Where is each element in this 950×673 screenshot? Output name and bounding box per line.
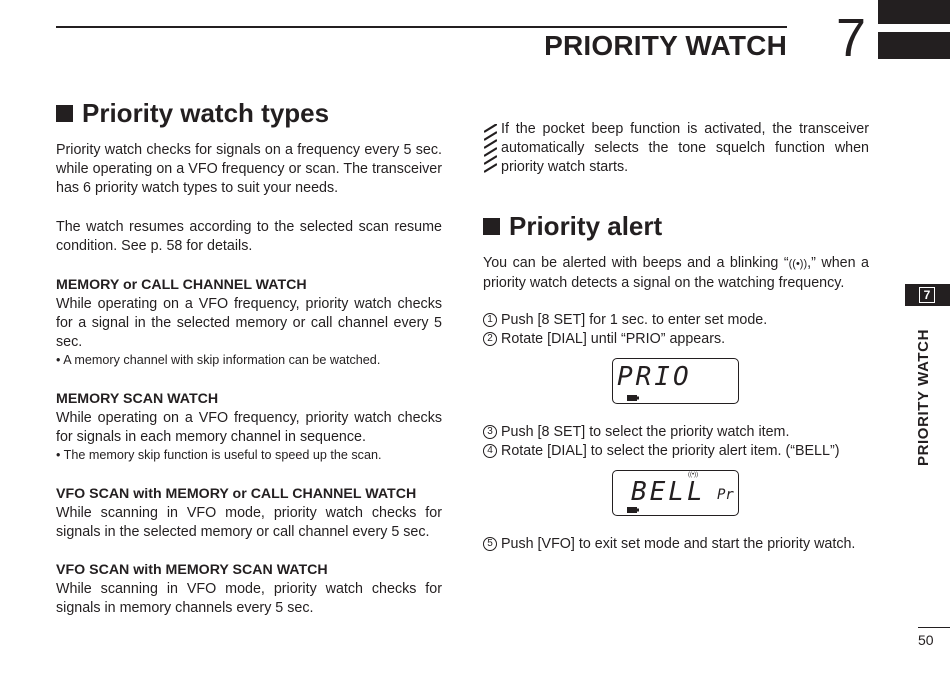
pocket-beep-note: If the pocket beep function is activated, the transceiver automatically selects the tone squelch function when priority watch starts.	[501, 121, 869, 176]
step-number: 5	[483, 537, 497, 551]
subheading-vfo-scan-memory-call: VFO SCAN with MEMORY or CALL CHANNEL WATCH	[56, 486, 417, 502]
section-heading-priority-alert: Priority alert	[483, 211, 662, 242]
section-heading-priority-watch-types: Priority watch types	[56, 98, 329, 129]
alert-intro-paragraph: You can be alerted with beeps and a blinking “((•)),” when a priority watch detects a signal on the watching frequency.	[483, 255, 869, 292]
body-vfo-scan-memory-call: While scanning in VFO mode, priority watch checks for signals in the selected memory or call channel every 5 sec.	[56, 505, 442, 541]
battery-icon	[627, 395, 639, 401]
step-3: 3 Push [8 SET] to select the priority watch item.	[483, 424, 789, 440]
lcd-sub-text: Pr	[717, 487, 734, 503]
side-chapter-tab	[905, 284, 950, 306]
body-memory-call-watch: While operating on a VFO frequency, priority watch checks for a signal in the selected memory or call channel every 5 sec.	[56, 296, 442, 351]
lcd-display-prio	[612, 358, 739, 404]
resume-paragraph: The watch resumes according to the selected scan resume condition. See p. 58 for details.	[56, 219, 442, 255]
subheading-memory-call-watch: MEMORY or CALL CHANNEL WATCH	[56, 277, 307, 293]
step-number: 1	[483, 313, 497, 327]
lcd-display-bell	[612, 470, 739, 516]
note-memory-call-watch: • A memory channel with skip information can be watched.	[56, 353, 381, 367]
subheading-vfo-scan-memory-scan: VFO SCAN with MEMORY SCAN WATCH	[56, 562, 328, 578]
step-5: 5 Push [VFO] to exit set mode and start the priority watch.	[483, 536, 855, 552]
lcd-text: BELL	[631, 477, 706, 507]
blink-icon: ((•))	[788, 258, 808, 270]
side-chapter-number: 7	[919, 287, 935, 303]
body-vfo-scan-memory-scan: While scanning in VFO mode, priority watch checks for signals in memory channels every 5 sec.	[56, 581, 442, 617]
page-number: 50	[918, 632, 934, 648]
step-number: 2	[483, 332, 497, 346]
note-memory-scan-watch: • The memory skip function is useful to speed up the scan.	[56, 448, 382, 462]
lcd-text: PRIO	[617, 362, 692, 392]
step-number: 4	[483, 444, 497, 458]
step-4: 4 Rotate [DIAL] to select the priority alert item. (“BELL”)	[483, 443, 839, 459]
step-1: 1 Push [8 SET] for 1 sec. to enter set mode.	[483, 312, 767, 328]
body-memory-scan-watch: While operating on a VFO frequency, priority watch checks for signals in each memory channel in sequence.	[56, 410, 442, 446]
intro-paragraph: Priority watch checks for signals on a frequency every 5 sec. while operating on a VFO frequency or scan. The transceiver has 6 priority watch types to suit your needs.	[56, 142, 442, 197]
subheading-memory-scan-watch: MEMORY SCAN WATCH	[56, 391, 219, 407]
chapter-tab-bar-top	[878, 0, 950, 24]
step-2: 2 Rotate [DIAL] until “PRIO” appears.	[483, 331, 725, 347]
square-bullet-icon	[483, 218, 500, 235]
header-rule	[56, 26, 787, 28]
lcd-blink-icon: ((•))	[688, 472, 699, 478]
side-chapter-label: PRIORITY WATCH	[915, 328, 932, 466]
chapter-number: 7	[836, 8, 867, 68]
battery-icon	[627, 507, 639, 513]
step-number: 3	[483, 425, 497, 439]
page-title: PRIORITY WATCH	[544, 30, 787, 61]
chapter-tab-bar-bottom	[878, 32, 950, 59]
square-bullet-icon	[56, 105, 73, 122]
footer-rule	[918, 627, 950, 628]
note-hatch-icon	[484, 124, 497, 176]
